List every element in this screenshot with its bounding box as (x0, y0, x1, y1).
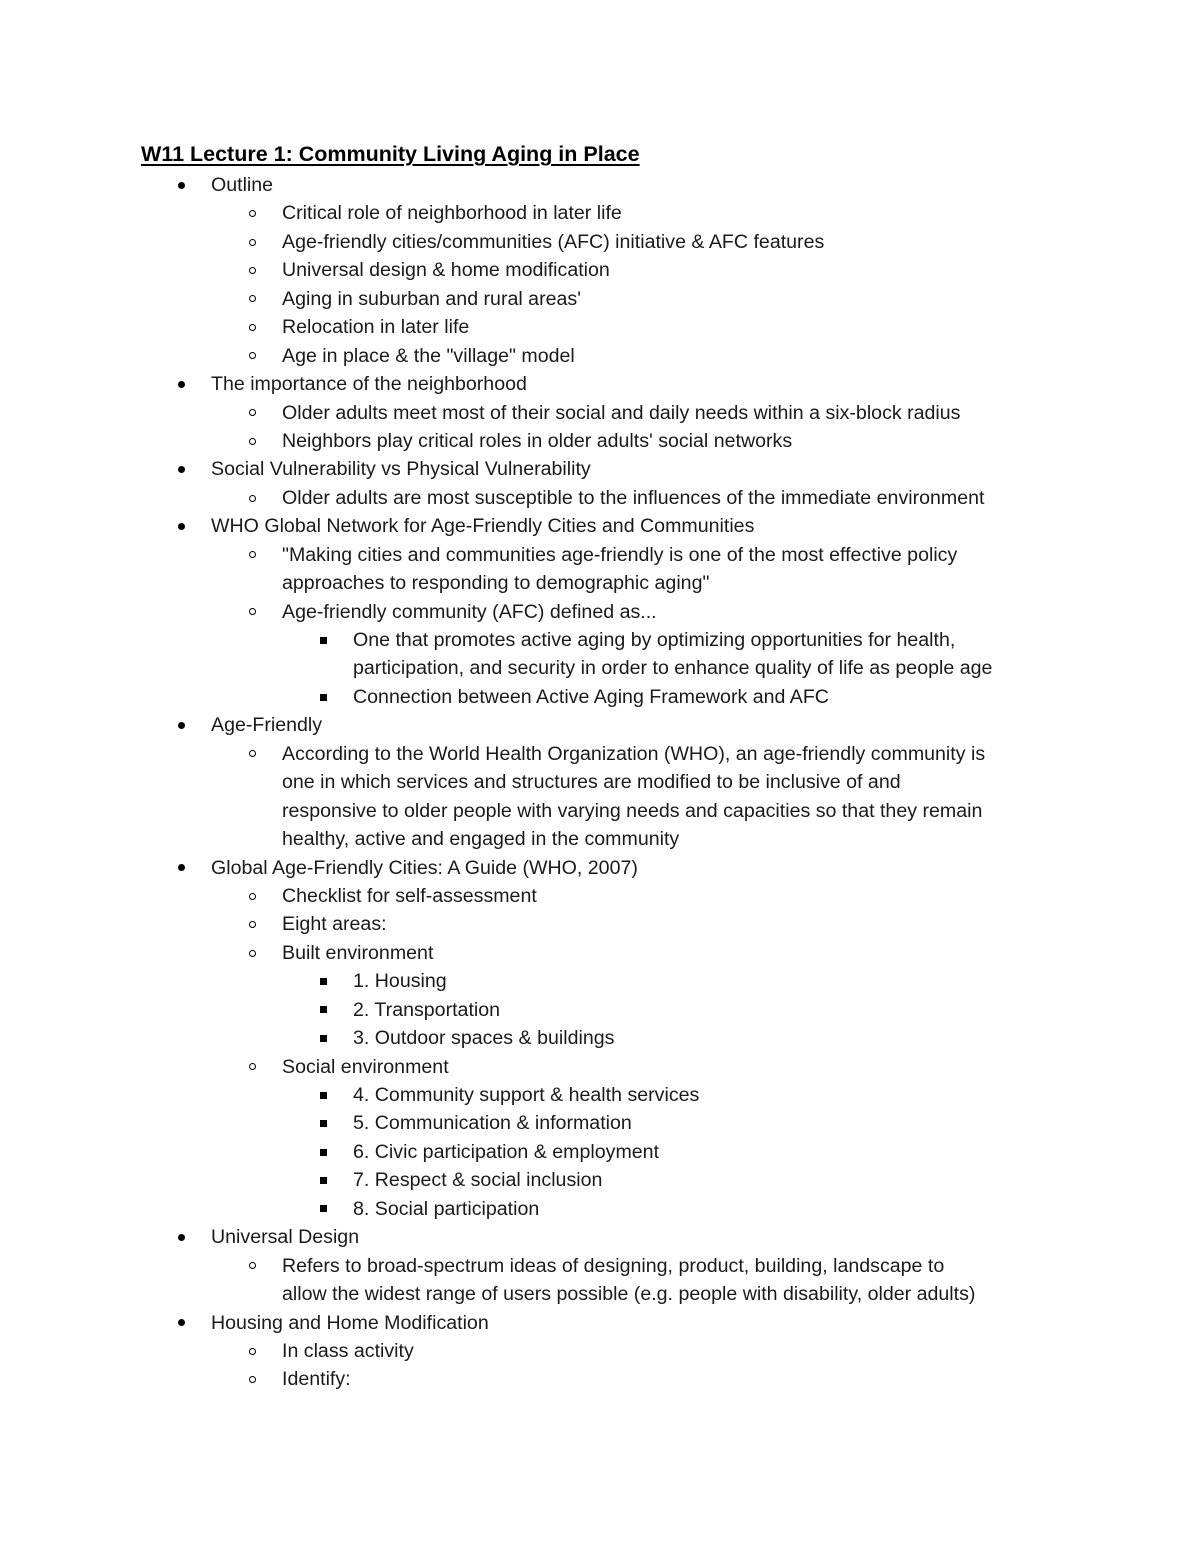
outline-item-level-2 (0, 427, 1200, 455)
hollow-circle-bullet-icon (249, 1252, 256, 1280)
outline-item-level-2 (0, 342, 1200, 370)
outline-item-text: Connection between Active Aging Framework and AFC (353, 685, 829, 708)
outline-item-text: Older adults are most susceptible to the influences of the immediate environment (282, 486, 985, 509)
filled-circle-bullet-icon (178, 455, 185, 483)
outline-item-text: Neighbors play critical roles in older adults' social networks (282, 429, 793, 452)
hollow-circle-bullet-icon (249, 484, 256, 512)
hollow-circle-bullet-icon (249, 285, 256, 313)
hollow-circle-bullet-icon (249, 1365, 256, 1393)
square-bullet-icon (320, 1024, 327, 1052)
square-bullet-icon (320, 996, 327, 1024)
hollow-circle-bullet-icon (249, 740, 256, 768)
hollow-circle-bullet-icon (249, 427, 256, 455)
hollow-circle-bullet-icon (249, 228, 256, 256)
outline-item-text: responsive to older people with varying needs and capacities so that they remain (282, 799, 983, 822)
outline-item-level-1 (0, 370, 1200, 398)
outline-item-text: Age-Friendly (211, 714, 323, 737)
outline-item-text: In class activity (282, 1339, 414, 1362)
outline-item-text: 3. Outdoor spaces & buildings (353, 1027, 615, 1050)
outline-item-text: 4. Community support & health services (353, 1084, 700, 1106)
square-bullet-icon (320, 1138, 327, 1166)
outline-item-text: Universal design & home modification (282, 259, 610, 282)
square-bullet-icon (320, 683, 327, 711)
hollow-circle-bullet-icon (249, 598, 256, 626)
outline-item-level-3 (0, 967, 1200, 995)
outline-item-text: Older adults meet most of their social and daily needs within a six-block radius (282, 401, 961, 424)
outline-item-level-3 (0, 996, 1200, 1024)
square-bullet-icon (320, 1109, 327, 1137)
hollow-circle-bullet-icon (249, 313, 256, 341)
outline-item-text: One that promotes active aging by optimizing opportunities for health, (353, 629, 956, 651)
outline-item-level-3 (0, 1109, 1200, 1137)
outline-item-level-3 (0, 1195, 1200, 1223)
outline-item-text: Critical role of neighborhood in later life (282, 202, 622, 225)
filled-circle-bullet-icon (178, 854, 185, 882)
filled-circle-bullet-icon (178, 1309, 185, 1337)
hollow-circle-bullet-icon (249, 939, 256, 967)
outline-item-text: 1. Housing (353, 970, 447, 993)
outline-item-continuation (0, 825, 1200, 853)
outline-item-level-2 (0, 1365, 1200, 1393)
outline-item-level-1 (0, 512, 1200, 540)
outline-item-text: 7. Respect & social inclusion (353, 1169, 603, 1192)
outline-item-text: Outline (211, 174, 274, 196)
outline-item-level-3 (0, 1166, 1200, 1194)
outline-item-text: WHO Global Network for Age-Friendly Cities and Communities (211, 515, 755, 538)
hollow-circle-bullet-icon (249, 256, 256, 284)
hollow-circle-bullet-icon (249, 910, 256, 938)
outline-item-level-2 (0, 313, 1200, 341)
hollow-circle-bullet-icon (249, 1053, 256, 1081)
hollow-circle-bullet-icon (249, 342, 256, 370)
outline-item-level-2 (0, 1337, 1200, 1365)
outline-item-text: approaches to responding to demographic aging" (282, 572, 710, 595)
outline-item-level-3 (0, 1138, 1200, 1166)
outline-item-text: Identify: (282, 1368, 351, 1391)
outline-item-level-1 (0, 711, 1200, 739)
outline-item-level-2 (0, 1252, 1200, 1280)
outline-item-continuation (0, 797, 1200, 825)
hollow-circle-bullet-icon (249, 541, 256, 569)
outline-item-text: "Making cities and communities age-friendly is one of the most effective policy (282, 543, 958, 566)
outline-item-text: Social Vulnerability vs Physical Vulnerability (211, 458, 591, 481)
outline-item-text: participation, and security in order to enhance quality of life as people age (353, 657, 993, 680)
outline-item-level-2 (0, 285, 1200, 313)
filled-circle-bullet-icon (178, 370, 185, 398)
outline-item-level-3 (0, 683, 1200, 711)
outline-item-level-1 (0, 1309, 1200, 1337)
outline-item-text: Universal Design (211, 1226, 360, 1249)
outline-item-continuation (0, 1280, 1200, 1308)
filled-circle-bullet-icon (178, 512, 185, 540)
outline-item-level-2 (0, 882, 1200, 910)
outline-item-continuation (0, 654, 1200, 682)
outline-item-text: healthy, active and engaged in the community (282, 828, 680, 851)
outline-item-text: Aging in suburban and rural areas' (282, 287, 581, 310)
outline-item-text: According to the World Health Organization (WHO), an age-friendly community is (282, 742, 986, 765)
square-bullet-icon (320, 1166, 327, 1194)
outline-item-text: 6. Civic participation & employment (353, 1140, 660, 1163)
outline-item-level-2 (0, 598, 1200, 626)
outline-item-level-2 (0, 228, 1200, 256)
outline-item-level-2 (0, 256, 1200, 284)
outline-item-level-1 (0, 455, 1200, 483)
outline-item-text: Social environment (282, 1055, 449, 1078)
outline-item-level-2 (0, 740, 1200, 768)
outline-item-text: Age-friendly cities/communities (AFC) initiative & AFC features (282, 230, 825, 253)
outline-item-text: Built environment (282, 941, 434, 964)
outline-item-text: allow the widest range of users possible (e.g. people with disability, older adults) (282, 1283, 976, 1306)
outline-item-level-2 (0, 1053, 1200, 1081)
hollow-circle-bullet-icon (249, 399, 256, 427)
outline-item-level-2 (0, 541, 1200, 569)
outline-item-text: The importance of the neighborhood (211, 373, 527, 396)
outline-item-text: Age-friendly community (AFC) defined as... (282, 600, 657, 623)
lecture-outline (0, 171, 1200, 1394)
outline-item-text: Refers to broad-spectrum ideas of designing, product, building, landscape to (282, 1254, 945, 1277)
outline-item-level-1 (0, 1223, 1200, 1251)
square-bullet-icon (320, 1195, 327, 1223)
outline-item-text: Eight areas: (282, 913, 387, 936)
outline-item-text: one in which services and structures are modified to be inclusive of and (282, 771, 901, 794)
outline-item-text: Housing and Home Modification (211, 1311, 489, 1334)
hollow-circle-bullet-icon (249, 882, 256, 910)
document-title: W11 Lecture 1: Community Living Aging in Place (141, 142, 640, 166)
square-bullet-icon (320, 967, 327, 995)
outline-item-text: Global Age-Friendly Cities: A Guide (WHO, 2007) (211, 856, 638, 879)
outline-item-text: Age in place & the "village" model (282, 344, 575, 367)
outline-item-text: Relocation in later life (282, 316, 470, 339)
square-bullet-icon (320, 626, 327, 654)
filled-circle-bullet-icon (178, 1223, 185, 1251)
square-bullet-icon (320, 1081, 327, 1109)
outline-item-level-3 (0, 1081, 1200, 1109)
filled-circle-bullet-icon (178, 171, 185, 199)
outline-item-continuation (0, 768, 1200, 796)
outline-item-level-2 (0, 910, 1200, 938)
outline-item-text: 2. Transportation (353, 998, 501, 1021)
outline-item-text: 5. Communication & information (353, 1112, 632, 1135)
hollow-circle-bullet-icon (249, 1337, 256, 1365)
outline-item-level-2 (0, 484, 1200, 512)
outline-item-continuation (0, 569, 1200, 597)
outline-item-level-1 (0, 854, 1200, 882)
outline-item-text: Checklist for self-assessment (282, 884, 537, 907)
hollow-circle-bullet-icon (249, 199, 256, 227)
outline-item-level-1 (0, 171, 1200, 199)
outline-item-text: 8. Social participation (353, 1197, 540, 1220)
outline-item-level-2 (0, 199, 1200, 227)
outline-item-level-3 (0, 1024, 1200, 1052)
outline-item-level-3 (0, 626, 1200, 654)
filled-circle-bullet-icon (178, 711, 185, 739)
outline-item-level-2 (0, 399, 1200, 427)
outline-item-level-2 (0, 939, 1200, 967)
